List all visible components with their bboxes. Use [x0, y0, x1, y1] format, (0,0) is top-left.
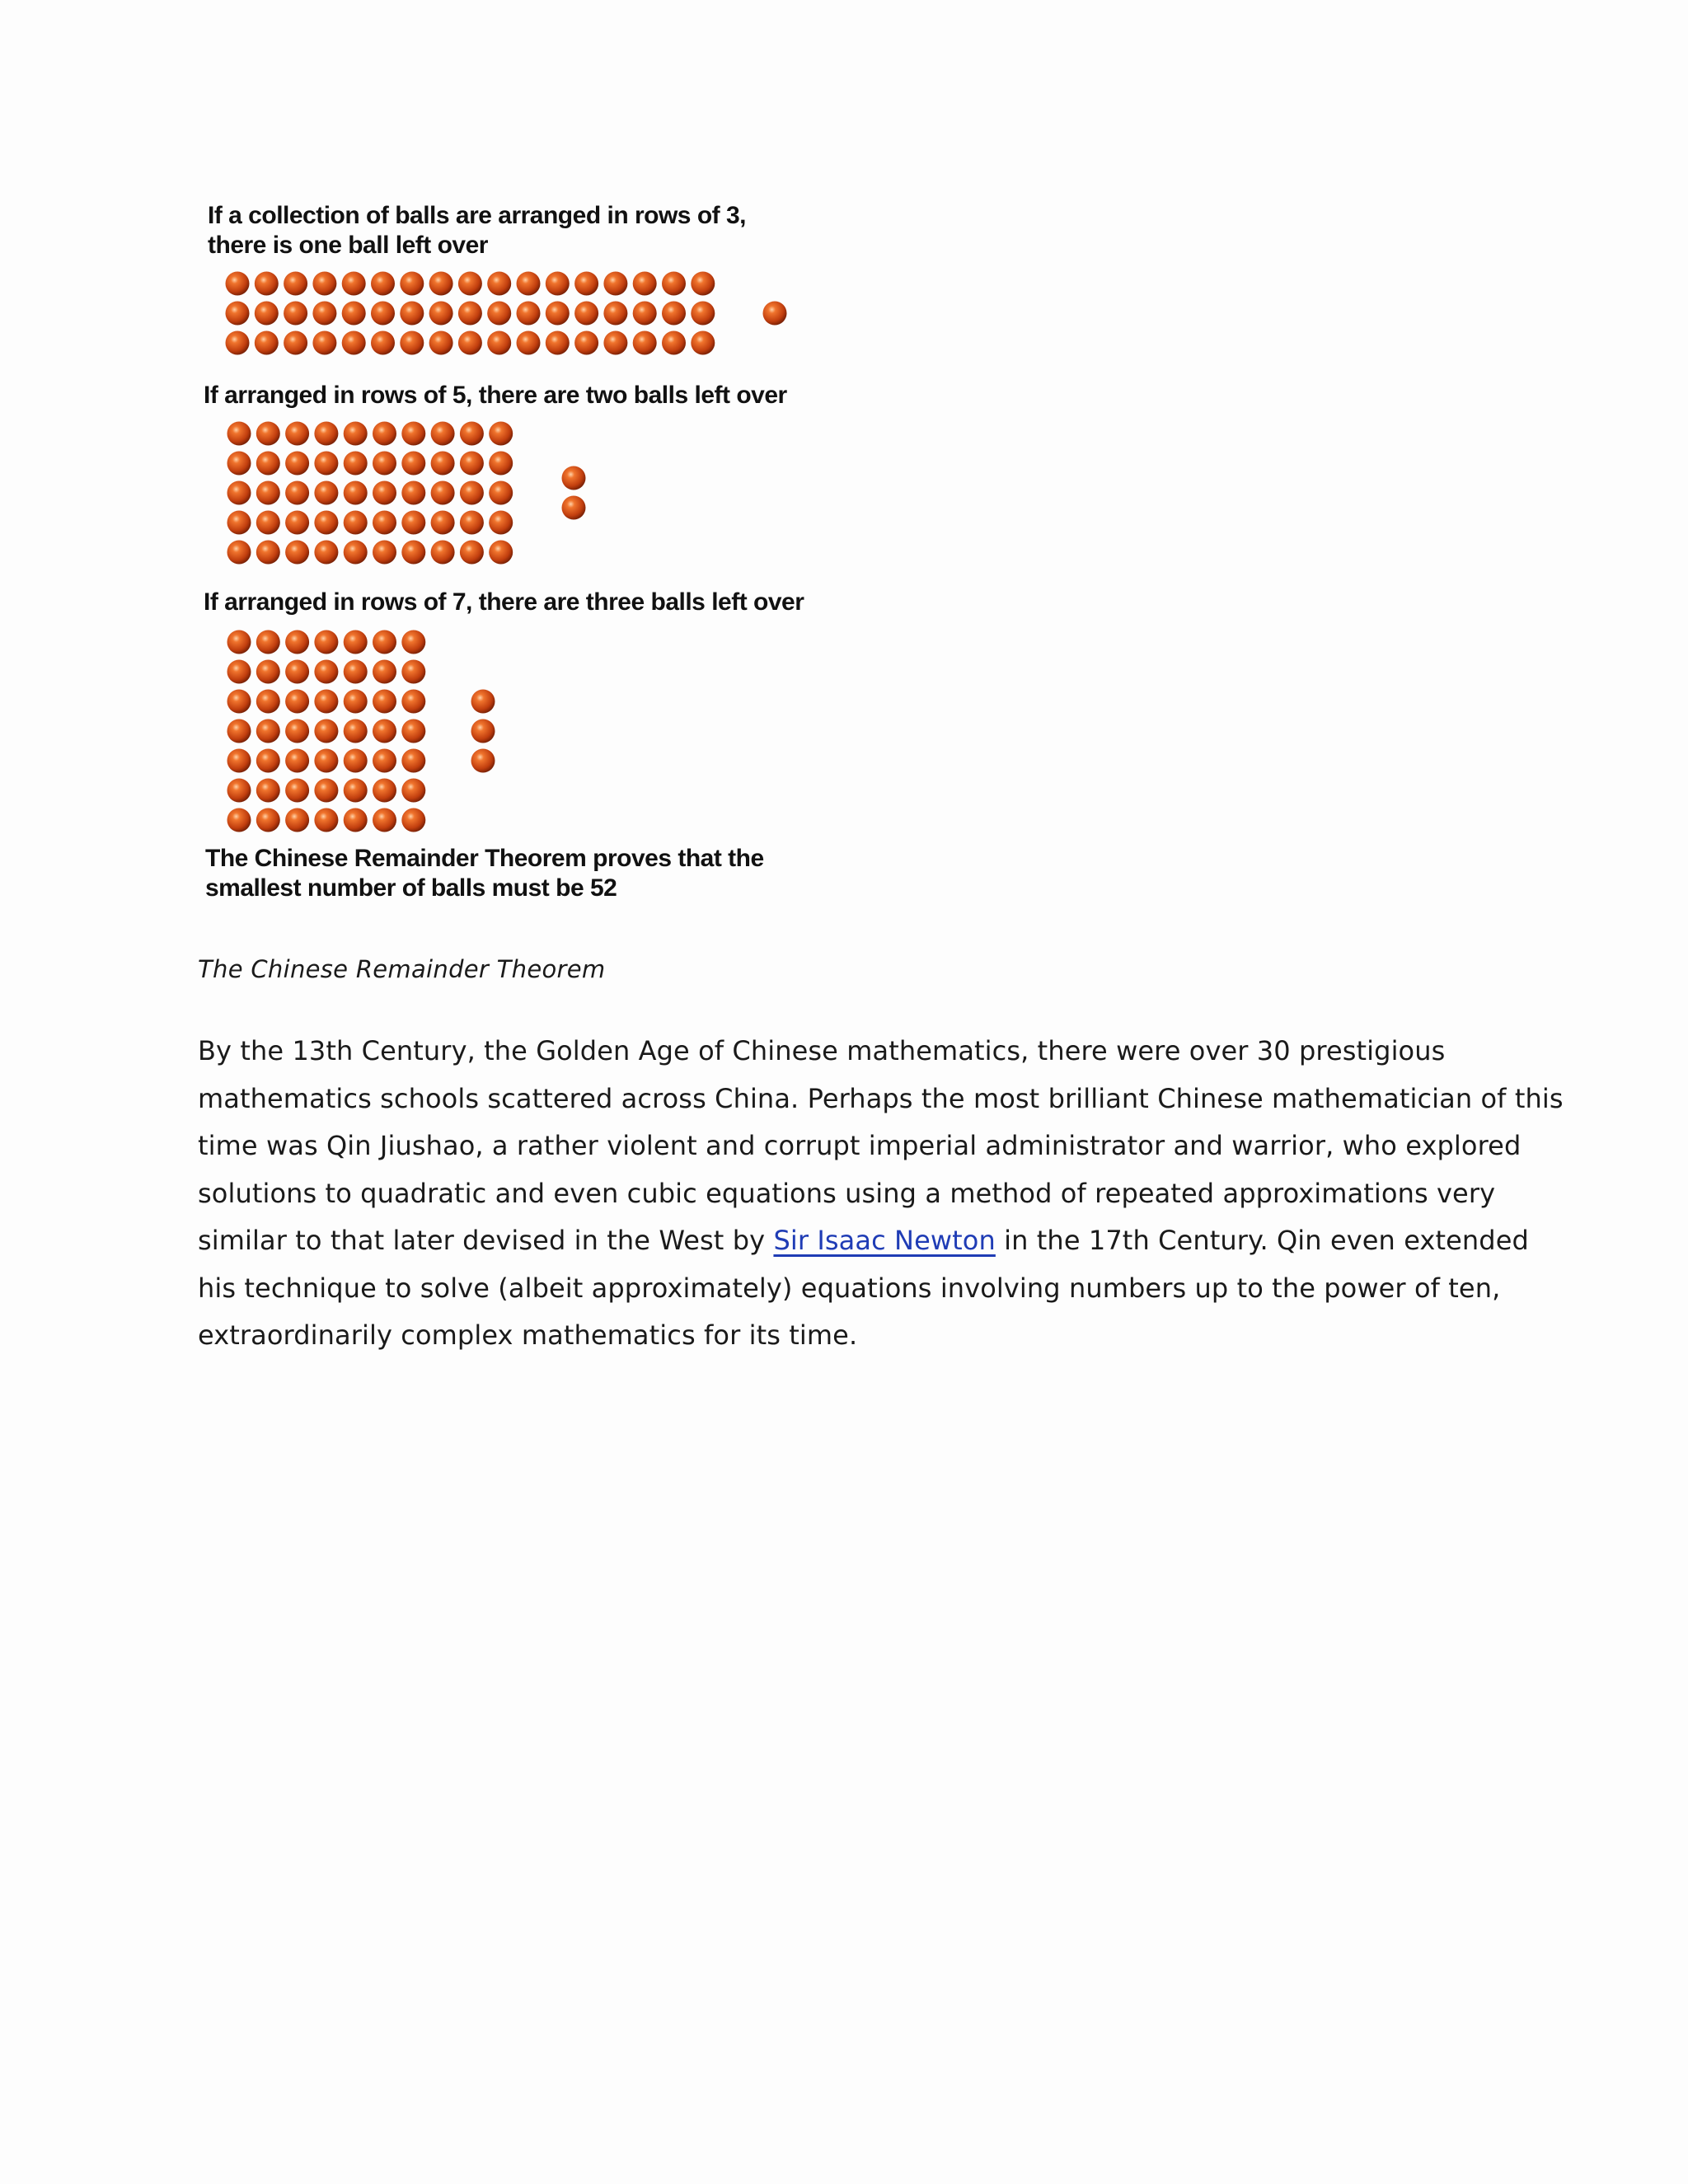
ball [344, 422, 368, 446]
ball [489, 541, 513, 565]
ball [285, 511, 309, 535]
ball [342, 272, 366, 296]
ball [429, 302, 453, 326]
ball [255, 331, 279, 355]
leftover-ball [471, 690, 495, 714]
ball [314, 660, 338, 684]
ball [691, 302, 715, 326]
ball [227, 630, 251, 654]
ball [256, 749, 280, 773]
ball [314, 719, 338, 743]
ball [371, 302, 395, 326]
ball [633, 272, 657, 296]
body-text: similar to that later devised in the West by [198, 1225, 774, 1256]
ball [691, 272, 715, 296]
ball [256, 660, 280, 684]
figure-caption-rows-of-7: If arranged in rows of 7, there are three balls left over [204, 588, 804, 616]
ball [429, 272, 453, 296]
ball [460, 511, 484, 535]
ball [344, 452, 368, 476]
ball [314, 481, 338, 505]
ball [401, 541, 425, 565]
ball [227, 511, 251, 535]
ball [546, 272, 570, 296]
ball [344, 511, 368, 535]
ball [458, 302, 482, 326]
ball [662, 272, 686, 296]
ball [256, 481, 280, 505]
ball [400, 272, 424, 296]
body-paragraph [198, 1028, 1564, 1360]
figure-caption-rows-of-3: If a collection of balls are arranged in rows of 3, there is one ball left over [208, 202, 747, 259]
ball [662, 331, 686, 355]
ball [256, 452, 280, 476]
leftover-ball [562, 466, 586, 490]
ball [603, 302, 627, 326]
ball [662, 302, 686, 326]
ball [371, 331, 395, 355]
ball [227, 719, 251, 743]
ball [256, 511, 280, 535]
ball [344, 541, 368, 565]
ball [227, 660, 251, 684]
ball [517, 272, 541, 296]
ball [227, 779, 251, 803]
ball [458, 331, 482, 355]
ball [226, 302, 250, 326]
ball [431, 541, 455, 565]
ball [284, 331, 307, 355]
ball [285, 660, 309, 684]
body-line [198, 1217, 1529, 1265]
body-line: extraordinarily complex mathematics for its time. [198, 1319, 858, 1351]
ball [285, 808, 309, 832]
ball [373, 660, 396, 684]
ball [373, 749, 396, 773]
ball [344, 690, 368, 714]
ball [312, 272, 336, 296]
ball [344, 719, 368, 743]
ball [373, 779, 396, 803]
ball [285, 749, 309, 773]
ball [517, 331, 541, 355]
ball [344, 779, 368, 803]
ball [400, 302, 424, 326]
ball [314, 630, 338, 654]
body-line: By the 13th Century, the Golden Age of Chinese mathematics, there were over 30 prestigious [198, 1035, 1446, 1066]
ball-group-rows-of-5 [227, 422, 586, 565]
ball [312, 302, 336, 326]
ball [373, 808, 396, 832]
ball [373, 541, 396, 565]
ball [344, 630, 368, 654]
ball [256, 541, 280, 565]
ball [431, 511, 455, 535]
ball [285, 452, 309, 476]
ball [373, 452, 396, 476]
ball-group-rows-of-7 [227, 630, 495, 832]
ball [401, 452, 425, 476]
ball [285, 779, 309, 803]
ball [226, 331, 250, 355]
ball [342, 302, 366, 326]
ball [256, 779, 280, 803]
figure-caption-rows-of-5: If arranged in rows of 5, there are two balls left over [204, 382, 787, 409]
ball [603, 272, 627, 296]
body-line: solutions to quadratic and even cubic equations using a method of repeated approximations very [198, 1177, 1496, 1209]
ball [489, 481, 513, 505]
ball [603, 331, 627, 355]
leftover-ball [763, 302, 787, 326]
ball [401, 422, 425, 446]
ball [401, 779, 425, 803]
ball [401, 690, 425, 714]
ball [487, 331, 511, 355]
ball [285, 630, 309, 654]
ball-group-rows-of-3 [226, 272, 787, 355]
ball [314, 808, 338, 832]
figure-caption-conclusion: The Chinese Remainder Theorem proves that the smallest number of balls must be 52 [205, 845, 764, 902]
ball [227, 690, 251, 714]
ball [458, 272, 482, 296]
ball [487, 272, 511, 296]
ball [431, 481, 455, 505]
ball [285, 690, 309, 714]
ball [344, 808, 368, 832]
ball [691, 331, 715, 355]
ball [489, 511, 513, 535]
ball [227, 481, 251, 505]
ball [574, 272, 598, 296]
ball [314, 690, 338, 714]
ball [285, 422, 309, 446]
ball [227, 749, 251, 773]
ball [373, 511, 396, 535]
ball [256, 690, 280, 714]
ball [401, 481, 425, 505]
ball [460, 541, 484, 565]
ball [401, 630, 425, 654]
ball [344, 749, 368, 773]
ball [227, 541, 251, 565]
ball [401, 749, 425, 773]
leftover-ball [471, 719, 495, 743]
ball [285, 541, 309, 565]
ball [574, 331, 598, 355]
leftover-ball [562, 496, 586, 520]
ball [285, 719, 309, 743]
ball [256, 719, 280, 743]
ball [546, 302, 570, 326]
ball [314, 749, 338, 773]
ball [546, 331, 570, 355]
ball [489, 452, 513, 476]
ball [284, 302, 307, 326]
body-line: mathematics schools scattered across China. Perhaps the most brilliant Chinese mathematician of this [198, 1082, 1564, 1114]
ball [227, 808, 251, 832]
ball [256, 808, 280, 832]
ball [285, 481, 309, 505]
ball [312, 331, 336, 355]
ball [633, 302, 657, 326]
ball [431, 452, 455, 476]
ball [226, 272, 250, 296]
ball [344, 660, 368, 684]
leftover-ball [471, 749, 495, 773]
ball [517, 302, 541, 326]
figure-title: The Chinese Remainder Theorem [198, 955, 606, 983]
ball [574, 302, 598, 326]
ball [401, 719, 425, 743]
ball [401, 808, 425, 832]
ball [227, 452, 251, 476]
ball [373, 481, 396, 505]
ball [487, 302, 511, 326]
ball [373, 690, 396, 714]
ball [401, 660, 425, 684]
ball [460, 422, 484, 446]
body-line: his technique to solve (albeit approximately) equations involving numbers up to the power of ten, [198, 1272, 1501, 1304]
ball [400, 331, 424, 355]
body-text: in the 17th Century. Qin even extended [995, 1225, 1529, 1256]
ball [256, 422, 280, 446]
ball [460, 481, 484, 505]
ball [373, 422, 396, 446]
ball [401, 511, 425, 535]
ball [342, 331, 366, 355]
ball [431, 422, 455, 446]
ball [373, 630, 396, 654]
ball [371, 272, 395, 296]
sir-isaac-newton-link[interactable]: Sir Isaac Newton [773, 1225, 996, 1256]
ball [255, 272, 279, 296]
body-line: time was Qin Jiushao, a rather violent and corrupt imperial administrator and warrior, who explored [198, 1130, 1522, 1161]
ball [314, 779, 338, 803]
ball [255, 302, 279, 326]
ball [314, 511, 338, 535]
ball [489, 422, 513, 446]
ball [344, 481, 368, 505]
ball [314, 422, 338, 446]
ball [314, 541, 338, 565]
ball [633, 331, 657, 355]
ball [284, 272, 307, 296]
ball [429, 331, 453, 355]
ball [256, 630, 280, 654]
ball [373, 719, 396, 743]
ball [314, 452, 338, 476]
ball [227, 422, 251, 446]
ball [460, 452, 484, 476]
